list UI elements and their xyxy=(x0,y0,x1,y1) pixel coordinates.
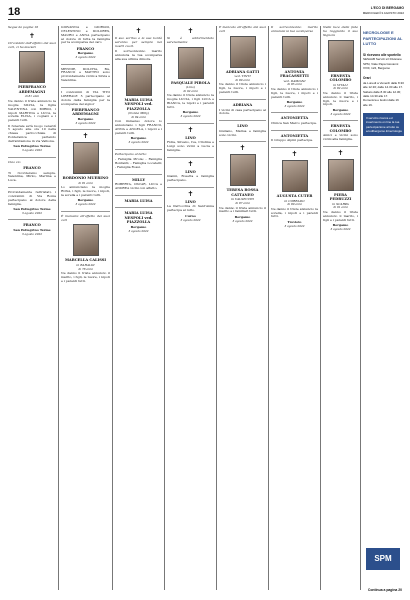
divider xyxy=(219,141,266,142)
notice-body: Ne danno il triste annuncio il marito, i figli e i parenti tutti. xyxy=(323,209,358,222)
paper-name xyxy=(363,6,404,15)
notice-place: Bergamo xyxy=(77,51,94,56)
deceased-name: LINO xyxy=(185,169,196,174)
deceased-name: ERNESTA COLOMBO xyxy=(329,124,352,133)
notice-intro: È mancato all'affetto dei suoi cari xyxy=(219,26,266,33)
deceased-name: TERESA ROSSA CATTANEO xyxy=(226,188,259,197)
info-block xyxy=(363,53,404,71)
obituary-notice xyxy=(61,91,110,125)
deceased-name: MARCELLA CALISSI xyxy=(64,258,107,263)
notice-place: San Pellegrino Terme xyxy=(13,227,51,232)
cross-icon: ✝ xyxy=(187,159,194,168)
divider xyxy=(219,120,266,121)
deceased-name: PIERA PEDRUZZI xyxy=(329,192,352,202)
deceased-age: di 87 anni xyxy=(235,201,250,206)
divider xyxy=(167,123,214,124)
info-body: Domenica e festivi dalle 16 alle 19. xyxy=(363,98,399,107)
divider xyxy=(61,87,110,88)
notice-body: Amici e vicini sono vicini alla famiglia. xyxy=(323,133,358,141)
divider xyxy=(271,112,318,113)
notice-body: Ne danno il triste annuncio la moglie LUCIA, i figli LUCA e BIANCA, le nipoti e i parenti tutti. xyxy=(167,93,214,110)
deceased-name: FRANCO xyxy=(23,166,41,171)
promo-box[interactable]: Il servizio ricerca ed inserimento on line la tua partecipazione al lutto su ecodibergamo.it/necrologie xyxy=(363,113,404,136)
notice-intro: Il suo sorriso e la sua bontà saranno per sempre nei nostri cuori. xyxy=(115,36,162,48)
deceased-age: di 78 anni xyxy=(78,266,93,271)
notice-intro: Partecipano al lutto: xyxy=(115,151,147,156)
deceased-name: MARIA LUISA NESPOLI ved. PIAZZOLLA xyxy=(124,211,153,225)
portrait-photo xyxy=(230,154,256,186)
obituary-notice xyxy=(167,191,214,222)
notice-place: Treviolo xyxy=(287,219,302,224)
cross-icon: ✝ xyxy=(239,144,246,153)
portrait-photo xyxy=(126,64,152,96)
portrait-photo xyxy=(328,40,354,72)
obituary-notice xyxy=(219,103,266,116)
notice-body: Il Gruppo Alpini partecipa. xyxy=(271,138,314,143)
deceased-subname: ved. DAMIANI xyxy=(283,78,306,83)
notice-body: Gianni, Rosetta e famiglia partecipano. xyxy=(167,174,214,183)
notice-date: 3 agosto 2022 xyxy=(128,140,149,145)
obituary-notice xyxy=(219,26,266,95)
deceased-name: ADRIANA GATTI xyxy=(225,69,260,74)
deceased-name: ANTONIETTA xyxy=(280,133,309,138)
column-2 xyxy=(58,26,110,590)
cross-icon: ✝ xyxy=(291,150,298,159)
obituary-notice xyxy=(115,178,162,191)
section-heading: NECROLOGIE E PARTECIPAZIONI AL LUTTO xyxy=(363,30,403,47)
notice-intro: Nella luce della fede ha raggiunto il suo Signore xyxy=(323,26,358,37)
divider xyxy=(8,187,56,188)
notice-place: Bergamo xyxy=(234,214,251,219)
portrait-photo xyxy=(178,47,204,79)
obituary-notice xyxy=(115,199,162,203)
deceased-name: PIERFRANCO ARDEMAGNI xyxy=(18,85,46,94)
deceased-age: di 85 anni xyxy=(287,82,302,87)
deceased-name: BORDONIO MUERINO xyxy=(62,176,109,181)
notice-body: Ne danno il triste annuncio il marito, i figli, le nuore e i nipoti. xyxy=(323,90,358,107)
divider xyxy=(61,64,110,65)
column-7 xyxy=(320,26,358,590)
deceased-name: AUGUSTA CUTER xyxy=(276,194,313,199)
deceased-subname: in BARALDI xyxy=(76,262,95,267)
notice-intro: Il sorreonnonno marito annuncia la tua scomparsa xyxy=(271,26,318,33)
deceased-age: di 81 anni xyxy=(78,180,93,185)
obituary-notice xyxy=(219,124,266,137)
deceased-name: FRANCO xyxy=(76,46,95,51)
notice-place: Bergamo xyxy=(286,100,303,104)
obituary-notice xyxy=(61,215,110,284)
continue-label: Continua a pagina 20 xyxy=(367,587,402,592)
info-body: Sabato dalle 8.30 alle 12.30; dalle 14.30 alle 17. xyxy=(363,89,402,99)
paper-date: MERCOLEDÌ 3 AGOSTO 2022 xyxy=(362,10,404,15)
notice-place: San Pellegrino Terme xyxy=(13,144,51,149)
portrait-photo xyxy=(19,51,45,83)
divider xyxy=(61,129,110,130)
deceased-name: LINO xyxy=(185,199,196,204)
notice-intro: Si è addormentato serenamente xyxy=(167,36,214,44)
notice-body: I vicini di casa partecipano al dolore. xyxy=(219,107,266,116)
deceased-name: MILLY xyxy=(131,177,146,182)
divider xyxy=(167,157,214,158)
notice-place: Curno xyxy=(185,213,196,218)
deceased-name: ERNESTA COLOMBO xyxy=(329,73,352,83)
deceased-subname: (Nonna Milly) xyxy=(127,111,150,116)
notice-body: GIOVANNA e GIORGIO, CELESTINO e DOLORES, MAURO e ANNA partecipano al dolore di tutta la famiglia per la scomparsa del caro xyxy=(61,26,110,45)
obituary-notice xyxy=(167,161,214,183)
notice-place: Bergamo xyxy=(332,107,349,112)
notice-date: 3 agosto 2022 xyxy=(21,210,43,215)
divider xyxy=(115,195,162,196)
info-body: SESAAB Servizi srl Divisione SPM, Viale Papa Giovanni XXIII, 124, Bergamo xyxy=(363,57,402,71)
notice-place: Bergamo xyxy=(77,116,94,121)
notice-date: 3 agosto 2022 xyxy=(21,148,43,153)
obituary-notice xyxy=(115,153,162,170)
notice-intro: Ciao zio xyxy=(8,159,21,164)
divider xyxy=(115,207,162,208)
notice-body: La Parrocchia di Sant'Anna partecipa al lutto. xyxy=(167,204,214,213)
column-4 xyxy=(164,26,214,590)
obituary-notice xyxy=(167,28,214,119)
deceased-name: ADRIANA xyxy=(232,103,253,108)
notice-body: Clinica San Marco partecipa. xyxy=(271,120,317,125)
notice-body: ROBERTA, OSCAR, LUCA e ANDREA vicini con affetto. xyxy=(115,182,162,190)
notice-intro: È mancata all'affetto dei suoi cari xyxy=(61,213,110,222)
notice-date: 3 agosto 2022 xyxy=(75,55,96,60)
divider xyxy=(61,211,110,212)
divider xyxy=(271,130,318,131)
notice-date: 3 agosto 2022 xyxy=(180,114,201,119)
notice-date: 3 agosto 2022 xyxy=(128,228,149,233)
notice-body: Con immenso dolore lo annunciano i figli FRANCO, ANNA e ANGELA, i nipoti e i parenti tutti. xyxy=(115,119,162,135)
divider xyxy=(115,174,162,175)
notice-date: 3 agosto 2022 xyxy=(75,120,96,125)
notice-place: San Pellegrino Terme xyxy=(13,207,51,212)
cross-icon: ✝ xyxy=(187,27,194,35)
notice-body: Ne danno il triste annuncio i figli, le nuore, i nipoti e i parenti tutti. xyxy=(219,82,266,95)
portrait-photo xyxy=(73,142,99,174)
cross-icon: ✝ xyxy=(82,132,89,141)
notice-body: Ne danno il triste annuncio i figli, le nuore, i nipoti e i parenti tutti. xyxy=(271,86,318,99)
divider xyxy=(167,187,214,188)
obituary-notice xyxy=(323,26,358,116)
notice-body: Giuliano, Marisa e famiglia sono vicini. xyxy=(219,128,266,137)
obituary-notice xyxy=(61,68,110,83)
deceased-age: di 91 anni xyxy=(333,205,348,210)
spm-logo: SPM xyxy=(366,548,400,570)
deceased-name: MARIA LUISA xyxy=(124,198,153,203)
deceased-name: PIERFRANCO ARDEMAGNI xyxy=(71,108,100,117)
continued-from: Segue da pagina 16 xyxy=(8,26,39,29)
deceased-age: di 92 anni xyxy=(183,88,198,93)
notice-date: 3 agosto 2022 xyxy=(284,103,305,108)
deceased-name: PASQUALE PIROLA xyxy=(170,80,211,85)
notice-body: I condomini di VIA TITO LIBERALE 5 partecipano al dolore della famiglia per la scomparsa del signor xyxy=(61,90,110,106)
column-1 xyxy=(8,26,56,590)
obituary-notice xyxy=(271,134,318,143)
obituary-notice xyxy=(115,211,162,233)
divider xyxy=(115,149,162,150)
notice-place: Bergamo xyxy=(130,224,147,229)
deceased-name: LINO xyxy=(237,124,248,129)
paper-title: L'ECO DI BERGAMO xyxy=(370,6,404,10)
deceased-name: FRANCO xyxy=(23,223,41,228)
deceased-age: di 89 anni xyxy=(235,77,250,82)
deceased-name: MARIA LUISA NESPOLI ved. PIAZZOLLA xyxy=(124,97,153,111)
portrait-photo xyxy=(328,159,354,191)
cross-icon: ✝ xyxy=(135,27,142,35)
obituary-notice xyxy=(167,127,214,153)
notice-place: Bergamo xyxy=(332,223,349,228)
notice-body: Fidia, Silvano, Iva, Cristina e Luigi sono vicini a Lucia e famiglia. xyxy=(167,140,214,152)
portrait-photo xyxy=(230,36,256,68)
deceased-subname: in VITALI xyxy=(333,82,348,87)
divider xyxy=(8,157,56,158)
deceased-name: ANTONIETTA xyxy=(280,116,309,121)
obituary-notice xyxy=(8,161,56,183)
notice-date: 3 agosto 2022 xyxy=(330,226,351,231)
sidebar xyxy=(360,26,404,590)
info-title: Si ricevono alle sportello xyxy=(363,52,401,57)
obituary-notice xyxy=(271,26,318,108)
notice-date: 3 agosto 2022 xyxy=(232,218,253,223)
notice-date: 3 agosto 2022 xyxy=(180,217,201,222)
notice-date: 3 agosto 2022 xyxy=(284,223,305,228)
notice-body: MENNIE, DOLCHA, BA, FRANCO e MATTEO sono profondamente vicini a Silvia e Valentina. xyxy=(61,66,110,83)
notice-body: Il funerale avrà luogo venerdì 5 agosto alle ore 10 nella chiesa parrocchiale di Ponteranica partendo dall'abitazione in via Valbona. xyxy=(8,123,56,144)
deceased-age: di 82 anni xyxy=(333,86,348,91)
obituary-notice xyxy=(271,151,318,228)
notice-body: Ne danno il triste annuncio il marito, i figli, le nuore, i nipoti e i parenti tutti. xyxy=(61,271,110,283)
deceased-subname: ved. TINTI xyxy=(234,74,251,79)
column-3 xyxy=(112,26,162,590)
notice-body: Ne danno il triste annuncio la moglie SILVIA, la figlia VALENTINA con MIRKO, i nipoti MARTINA e LUCA, la sorella ELISA, i cognati e i parenti tutti. xyxy=(8,98,56,123)
portrait-photo xyxy=(282,36,308,68)
notice-date: 3 agosto 2022 xyxy=(21,231,43,236)
deceased-age: di 89 anni xyxy=(287,202,302,207)
page-number: 18 xyxy=(8,6,21,18)
notice-body: Lo annunciano la moglie ROSA, i figli, le nuore, i nipoti, la sorella e i parenti tutti. xyxy=(61,185,110,197)
info-title: Orari xyxy=(363,76,371,81)
notice-body: - Famiglia Pirola; - Famiglia Bonfanti; - Famiglia Locatelli; - Famiglia Rossi. xyxy=(115,156,162,169)
deceased-name: ANTONIA FRACASSETTI xyxy=(280,69,309,79)
notice-date: 3 agosto 2022 xyxy=(330,111,351,116)
obituary-notice xyxy=(8,223,56,236)
obituary-notice xyxy=(219,145,266,223)
notice-body: Ne danno il triste annuncio la sorella, i nipoti e i parenti tutti. xyxy=(271,206,318,219)
notice-intro: Circondati dall'affetto dei suoi cari, ci ha lasciati xyxy=(8,40,56,49)
notice-place: Bergamo xyxy=(77,198,94,203)
deceased-subname: in CORRADO xyxy=(284,198,305,203)
obituary-notice xyxy=(323,150,358,232)
obituary-notice xyxy=(61,133,110,206)
deceased-subname: in VALSECCHI xyxy=(231,197,254,202)
divider xyxy=(219,99,266,100)
divider xyxy=(323,146,358,147)
obituary-notice xyxy=(8,33,56,153)
notice-body: Ne danno il triste annuncio il marito e i familiari tutti. xyxy=(219,205,266,214)
cross-icon: ✝ xyxy=(187,189,194,198)
divider xyxy=(271,147,318,148)
deceased-age: di 84 anni xyxy=(131,114,146,119)
obituary-notice xyxy=(271,116,318,125)
portrait-photo xyxy=(73,224,99,256)
deceased-age: di 81 anni xyxy=(24,94,40,99)
cross-icon: ✝ xyxy=(29,31,35,40)
portrait-photo xyxy=(282,160,308,192)
column-6 xyxy=(268,26,318,590)
notice-place: Bergamo xyxy=(130,136,147,141)
notice-date: 3 agosto 2022 xyxy=(75,202,96,207)
notice-body: Profondamente rattristati, i condomini di Via Roma partecipano al dolore della famiglia. xyxy=(8,190,56,206)
cross-icon: ✝ xyxy=(337,148,344,157)
column-5 xyxy=(216,26,266,590)
divider xyxy=(8,219,56,220)
notice-place: Bergamo xyxy=(182,110,199,115)
cross-icon: ✝ xyxy=(187,125,194,134)
notice-body: Ti ricorderemo sempre. Valentina, Mirko, Martina e Luca. xyxy=(8,170,56,183)
deceased-subname: in SCARPA xyxy=(332,201,349,206)
info-block xyxy=(363,76,404,107)
divider xyxy=(323,120,358,121)
obituary-notice xyxy=(115,28,162,145)
masthead xyxy=(8,6,404,20)
obituary-notice xyxy=(8,191,56,215)
deceased-name: LINO xyxy=(185,135,196,140)
obituary-notice xyxy=(61,26,110,60)
deceased-subname: (Lino) xyxy=(185,85,196,90)
obituary-notice xyxy=(323,124,358,142)
info-body: da Lunedì a Venerdì dalle 8.30 alle 12.30; dalle 14.30 alle 17. xyxy=(363,81,404,90)
notice-body: Il sorreonnonno marito annuncia la tua scomparsa alla sua ultima dimora. xyxy=(115,49,162,61)
